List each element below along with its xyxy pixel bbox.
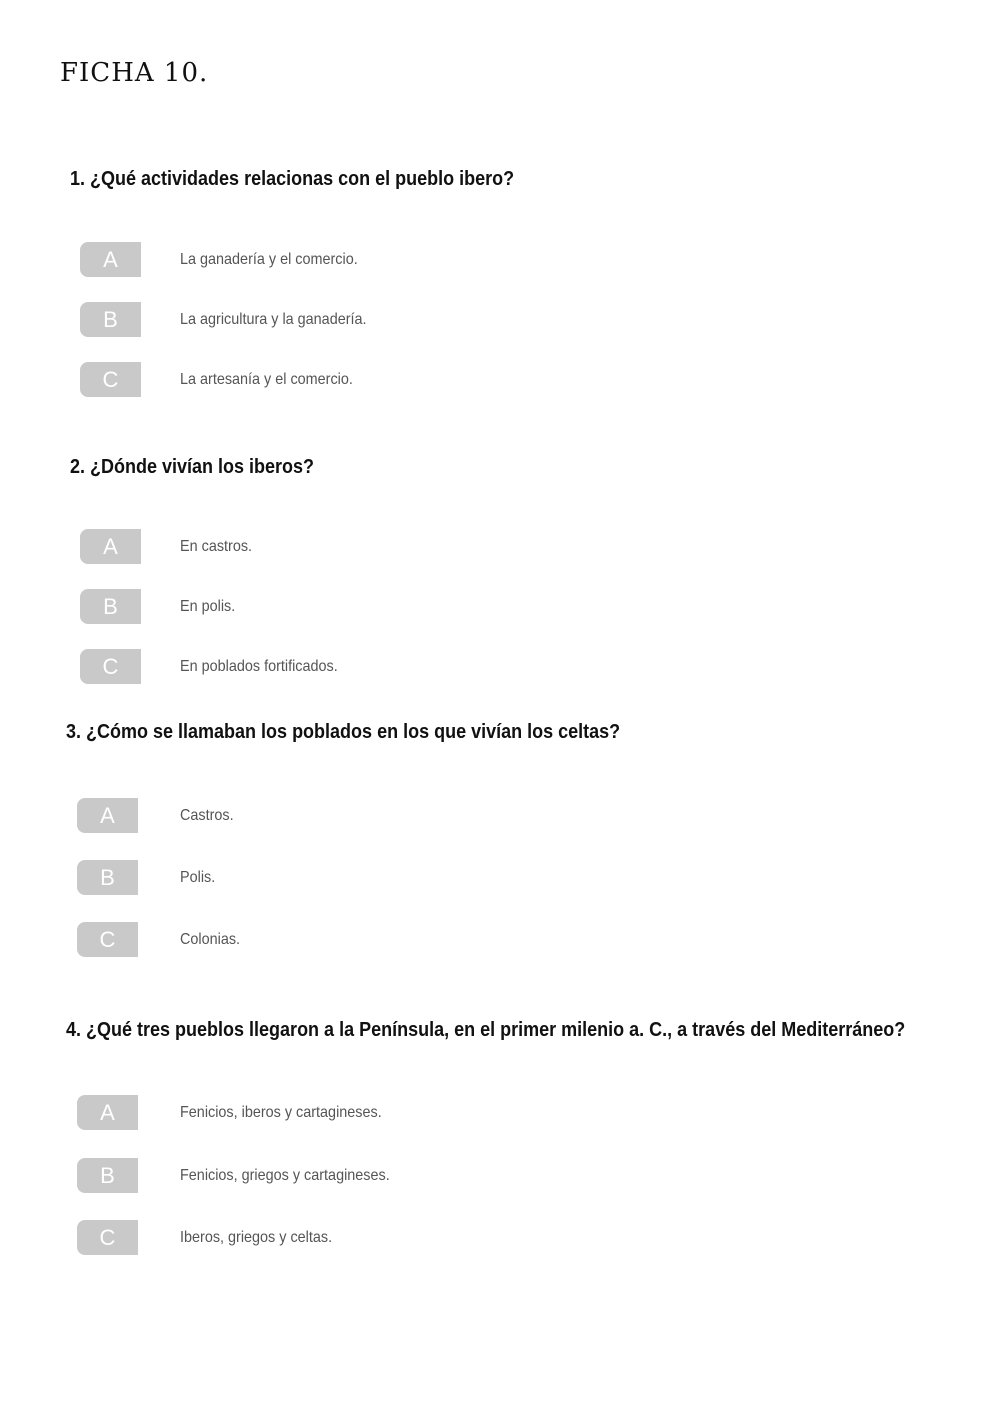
option-a-button[interactable]: A xyxy=(77,798,138,833)
option-b-text: En polis. xyxy=(180,598,236,615)
option-a-button[interactable]: A xyxy=(77,1095,138,1130)
question-4-option-a[interactable] xyxy=(77,1095,977,1131)
option-a-button[interactable]: A xyxy=(80,242,141,277)
option-a-text: La ganadería y el comercio. xyxy=(180,251,358,268)
option-c-button[interactable]: C xyxy=(80,649,141,684)
question-3-text: 3. ¿Cómo se llamaban los poblados en los que vivían los celtas? xyxy=(66,721,621,743)
option-b-button[interactable]: B xyxy=(77,1158,138,1193)
option-b-button[interactable]: B xyxy=(77,860,138,895)
question-3-option-b[interactable] xyxy=(77,860,977,896)
question-3-option-c[interactable] xyxy=(77,922,977,958)
option-c-text: Iberos, griegos y celtas. xyxy=(180,1229,333,1246)
question-1-text: 1. ¿Qué actividades relacionas con el pueblo ibero? xyxy=(70,168,515,190)
question-1-option-c[interactable] xyxy=(80,362,980,398)
question-4-option-b[interactable] xyxy=(77,1158,977,1194)
question-1-option-b[interactable] xyxy=(80,302,980,338)
option-c-button[interactable]: C xyxy=(77,922,138,957)
option-a-text: Castros. xyxy=(180,807,234,824)
option-b-text: Fenicios, griegos y cartagineses. xyxy=(180,1167,390,1184)
question-2-option-a[interactable] xyxy=(80,529,980,565)
question-2-text: 2. ¿Dónde vivían los iberos? xyxy=(70,456,315,478)
question-4-text: 4. ¿Qué tres pueblos llegaron a la Península, en el primer milenio a. C., a través del Mediterráneo? xyxy=(66,1019,906,1041)
question-2-option-c[interactable] xyxy=(80,649,980,685)
question-4-option-c[interactable] xyxy=(77,1220,977,1256)
question-3-option-a[interactable] xyxy=(77,798,977,834)
option-c-button[interactable]: C xyxy=(77,1220,138,1255)
option-c-text: En poblados fortificados. xyxy=(180,658,338,675)
option-b-button[interactable]: B xyxy=(80,589,141,624)
option-c-button[interactable]: C xyxy=(80,362,141,397)
option-c-text: Colonias. xyxy=(180,931,241,948)
sheet-title: FICHA 10. xyxy=(60,58,209,88)
option-b-text: La agricultura y la ganadería. xyxy=(180,311,367,328)
option-a-text: En castros. xyxy=(180,538,253,555)
option-a-text: Fenicios, iberos y cartagineses. xyxy=(180,1104,382,1121)
question-1-option-a[interactable] xyxy=(80,242,980,278)
option-a-button[interactable]: A xyxy=(80,529,141,564)
option-c-text: La artesanía y el comercio. xyxy=(180,371,353,388)
option-b-text: Polis. xyxy=(180,869,216,886)
question-2-option-b[interactable] xyxy=(80,589,980,625)
option-b-button[interactable]: B xyxy=(80,302,141,337)
